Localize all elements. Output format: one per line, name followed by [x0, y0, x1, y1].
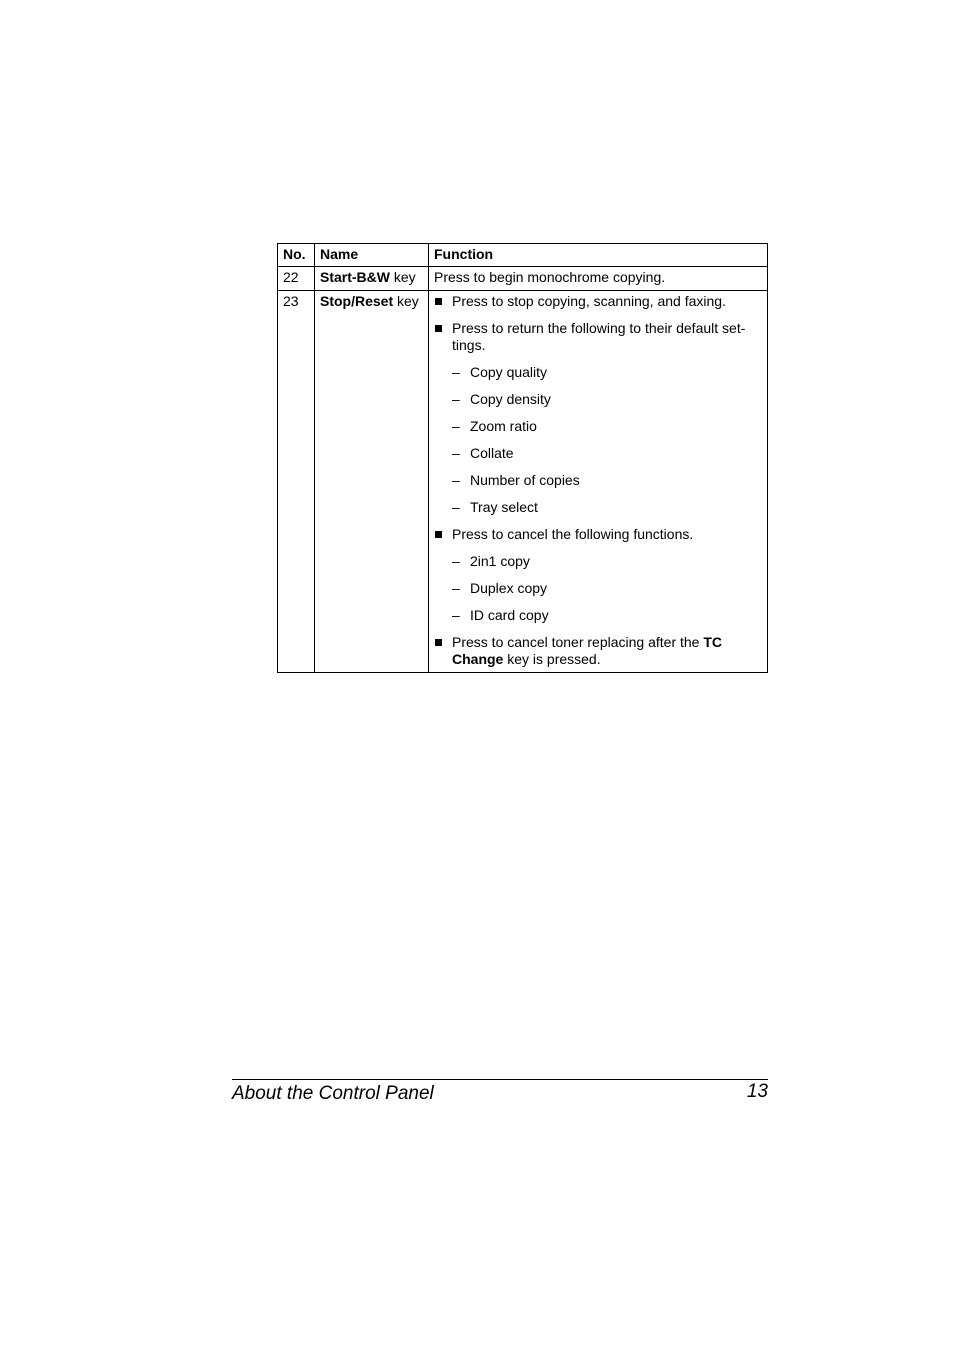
sub-item [434, 391, 762, 408]
tc-change-key-name: TC Change [452, 634, 723, 667]
row-number: 22 [278, 267, 315, 291]
sub-item [434, 364, 762, 381]
bullet-item [434, 293, 762, 310]
bullet-text: Press to return the following to their default set-tings. [452, 320, 746, 353]
bullet-item [434, 634, 762, 668]
square-bullet-icon [435, 298, 442, 305]
header-function: Function [429, 244, 768, 267]
dash-icon: – [452, 472, 460, 488]
sub-item-text: Copy density [470, 391, 551, 407]
row-function: Press to begin monochrome copying. [429, 267, 768, 291]
sub-item [434, 553, 762, 570]
key-name: Stop/Reset [320, 293, 394, 309]
sub-item [434, 580, 762, 597]
sub-item [434, 499, 762, 516]
dash-icon: – [452, 391, 460, 407]
bullet-item [434, 320, 762, 354]
bullet-text-after: key is pressed. [503, 651, 601, 667]
header-name: Name [315, 244, 429, 267]
table-row [278, 267, 768, 291]
header-no: No. [278, 244, 315, 267]
row-function [429, 291, 768, 673]
bullet-item [434, 526, 762, 543]
row-number: 23 [278, 291, 315, 673]
dash-icon: – [452, 364, 460, 380]
sub-item-text: Number of copies [470, 472, 580, 488]
square-bullet-icon [435, 325, 442, 332]
sub-item-text: Duplex copy [470, 580, 548, 596]
square-bullet-icon [435, 531, 442, 538]
page-number: 13 [746, 1081, 768, 1102]
sub-item-text: Collate [470, 445, 514, 461]
sub-item-text: Zoom ratio [470, 418, 537, 434]
dash-icon: – [452, 499, 460, 515]
function-table [277, 243, 768, 673]
row-name [315, 291, 429, 673]
dash-icon: – [452, 607, 460, 623]
bullet-text: Press to stop copying, scanning, and faxing. [452, 293, 726, 309]
key-suffix: key [393, 293, 419, 309]
dash-icon: – [452, 445, 460, 461]
footer-title: About the Control Panel [232, 1083, 434, 1104]
table-header-row [278, 244, 768, 267]
footer-divider [232, 1079, 768, 1080]
table-row [278, 291, 768, 673]
sub-item-text: Tray select [470, 499, 538, 515]
sub-item [434, 607, 762, 624]
key-name: Start-B&W [320, 269, 390, 285]
sub-item [434, 418, 762, 435]
dash-icon: – [452, 418, 460, 434]
row-name [315, 267, 429, 291]
key-suffix: key [390, 269, 416, 285]
sub-item-text: ID card copy [470, 607, 549, 623]
bullet-text: Press to cancel the following functions. [452, 526, 694, 542]
sub-item [434, 445, 762, 462]
dash-icon: – [452, 553, 460, 569]
bullet-text-before: Press to cancel toner replacing after the [452, 634, 704, 650]
dash-icon: – [452, 580, 460, 596]
sub-item-text: 2in1 copy [470, 553, 530, 569]
sub-item [434, 472, 762, 489]
sub-item-text: Copy quality [470, 364, 548, 380]
square-bullet-icon [435, 639, 442, 646]
